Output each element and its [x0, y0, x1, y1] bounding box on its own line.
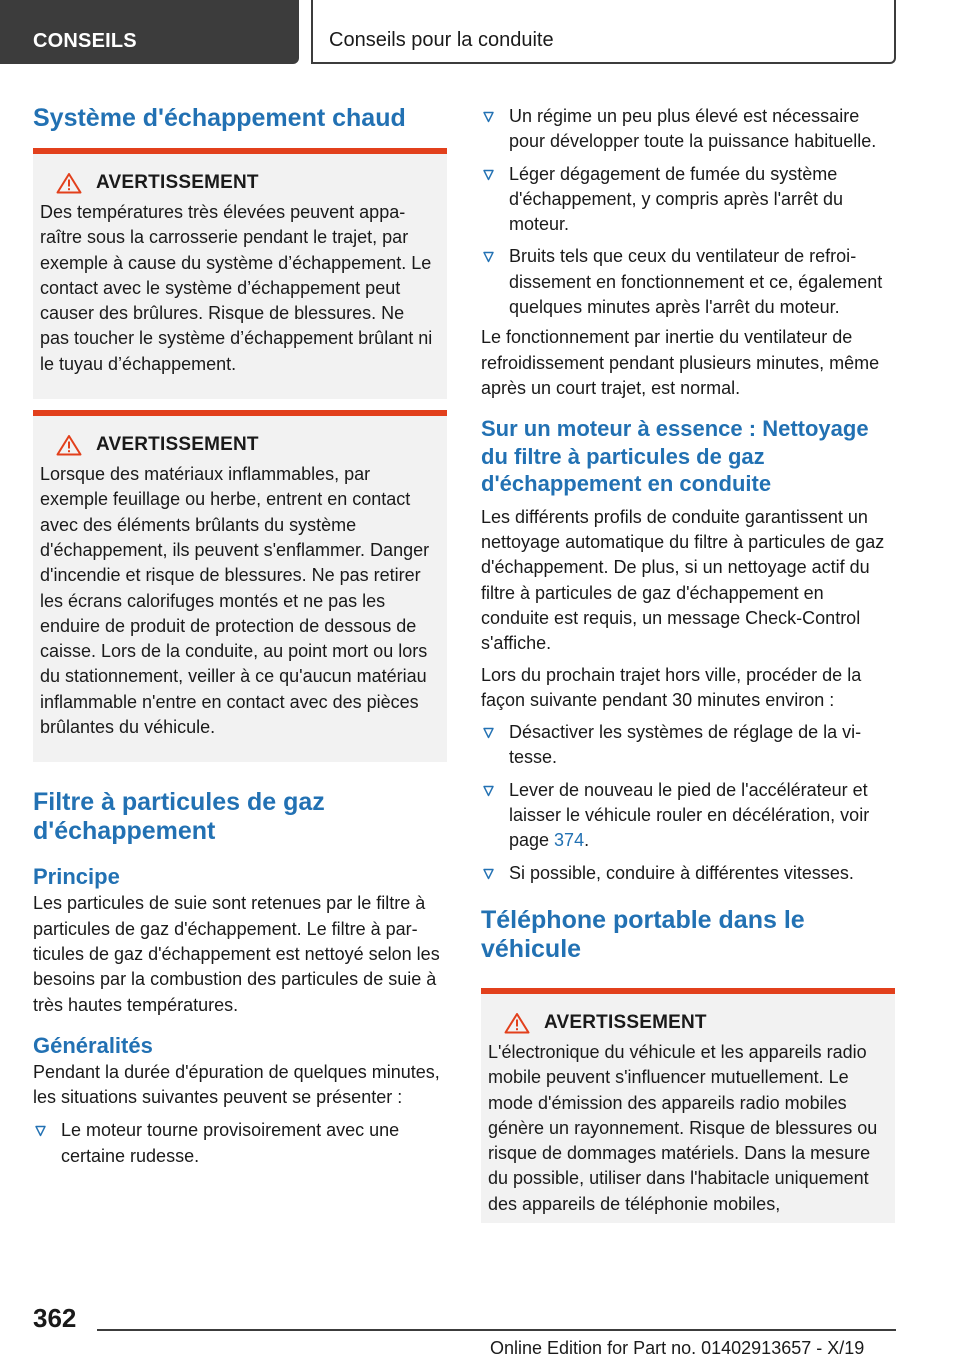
list-item	[481, 244, 895, 320]
list-item-text: Si possible, conduire à différentes vitesses.	[509, 862, 854, 883]
page-number: 362	[33, 1303, 77, 1333]
list-item-text: Léger dégagement de fumée du système d'échappement, y compris après l'arrêt du moteur.	[509, 163, 844, 235]
footer-edition: Online Edition for Part no. 01402913657 - X/19	[490, 1338, 865, 1358]
list-item	[481, 720, 895, 771]
petrol-text-1: Les différents profils de conduite garantissent un nettoyage automatique du filtre à particules de gaz d'échappement. De plus, si un nettoyage actif du filtre à particules de gaz d'échappement en conduite est requis, un message Check-Control s'affiche.	[481, 506, 885, 654]
triangle-bullet-icon	[483, 251, 494, 263]
section-tab	[0, 0, 299, 64]
triangle-bullet-icon	[35, 1125, 46, 1137]
warning-label: AVERTISSEMENT	[96, 172, 259, 193]
right-column	[481, 104, 895, 1223]
list-item-text: Bruits tels que ceux du ventilateur de refroidissement en fonctionnement et ce, également quelques minutes après l'arrêt du moteur.	[509, 246, 883, 318]
left-column	[33, 100, 447, 1176]
principle-text: Les particules de suie sont retenues par le filtre à particules de gaz d'échappement. Le filtre à particules de gaz d'échappement est nettoyé selon les besoins par la combustion des particules de suie à très hautes températures.	[33, 893, 440, 1015]
footer-divider	[97, 1329, 896, 1331]
warning-triangle-icon	[56, 434, 82, 456]
warning-text: L'électronique du véhicule et les appareils radio mobile peuvent s'influencer mutuellement. Le mode d'émission des appareils radio mobiles génère un rayonnement. Risque de blessures ou risque de dommages matériels. Dans la mesure du possible, utiliser dans l'habitacle uniquement des appareils de téléphonie mobiles,	[488, 1041, 878, 1214]
list-item	[481, 778, 895, 854]
list-item-text: Un régime un peu plus élevé est nécessaire pour développer toute la puissance habituelle.	[509, 106, 877, 152]
filter-heading: Filtre à particules de gaz d'échappement	[33, 788, 325, 846]
list-item-text: Désactiver les systèmes de réglage de la vitesse.	[509, 722, 862, 768]
petrol-steps	[481, 720, 895, 886]
list-item	[481, 162, 895, 238]
warning-box-flammable	[33, 410, 447, 762]
petrol-text-2: Lors du prochain trajet hors ville, procéder de la façon suivante pendant 30 minutes environ :	[481, 664, 862, 710]
warning-header	[40, 434, 435, 456]
list-item-text-end: .	[584, 830, 590, 851]
triangle-bullet-icon	[483, 727, 494, 739]
general-heading: Généralités	[33, 1032, 153, 1058]
triangle-bullet-icon	[483, 868, 494, 880]
triangle-bullet-icon	[483, 169, 494, 181]
triangle-bullet-icon	[483, 111, 494, 123]
warning-box-phone	[481, 988, 895, 1223]
list-item-text: Lever de nouveau le pied de l'accélérateur et laisser le véhicule rouler en décélération, voir page	[509, 779, 870, 851]
hot-exhaust-heading: Système d'échappement chaud	[33, 104, 406, 132]
section-title: CONSEILS	[33, 30, 137, 52]
warning-triangle-icon	[56, 172, 82, 194]
triangle-bullet-icon	[483, 785, 494, 797]
phone-heading: Téléphone portable dans le véhicule	[481, 905, 805, 963]
symptom-list	[33, 1118, 447, 1169]
warning-header	[40, 172, 435, 194]
list-item	[481, 104, 895, 155]
petrol-heading: Sur un moteur à essence : Nettoyage du filtre à particules de gaz d'échappement en conduite	[481, 416, 869, 497]
chapter-tab	[311, 0, 896, 64]
list-item	[33, 1118, 447, 1169]
fan-text: Le fonctionnement par inertie du ventilateur de refroidissement pendant plusieurs minutes, même après un court trajet, est normal.	[481, 327, 880, 398]
principle-heading: Principe	[33, 864, 120, 890]
page-reference-link[interactable]: 374	[554, 830, 585, 851]
warning-label: AVERTISSEMENT	[544, 1011, 707, 1033]
list-item	[481, 861, 895, 886]
chapter-title: Conseils pour la conduite	[329, 29, 554, 51]
list-item-text: Le moteur tourne provisoirement avec une certaine rudesse.	[61, 1120, 400, 1166]
warning-label: AVERTISSEMENT	[96, 434, 259, 456]
warning-box-hot-exhaust	[33, 148, 447, 399]
warning-header	[488, 1012, 883, 1034]
symptom-list-continued	[481, 104, 895, 320]
warning-triangle-icon	[504, 1012, 530, 1034]
warning-text: Des températures très élevées peuvent apparaître sous la carrosserie pendant le trajet, par exemple à cause du système d’échappement. Le contact avec le système d’échappement peut causer des brûlures. Risque de blessures. Ne pas toucher le système d’échappement brûlant ni le tuyau d’échappement.	[40, 202, 433, 374]
general-text: Pendant la durée d'épuration de quelques minutes, les situations suivantes peuvent se présenter :	[33, 1061, 440, 1108]
warning-text: Lorsque des matériaux inflammables, par exemple feuillage ou herbe, entrent en contact avec des éléments brûlants du système d'échappement, ils peuvent s'enflammer. Danger d'incendie et risque de blessures. Ne pas retirer les écrans calorifuges montés et ne pas les enduire de produit de protection de dessous de caisse. Lors de la conduite, au point mort ou lors du stationnement, veiller à ce qu'aucun matériau inflammable n'entre en contact avec des pièces brûlantes du véhicule.	[40, 464, 430, 738]
